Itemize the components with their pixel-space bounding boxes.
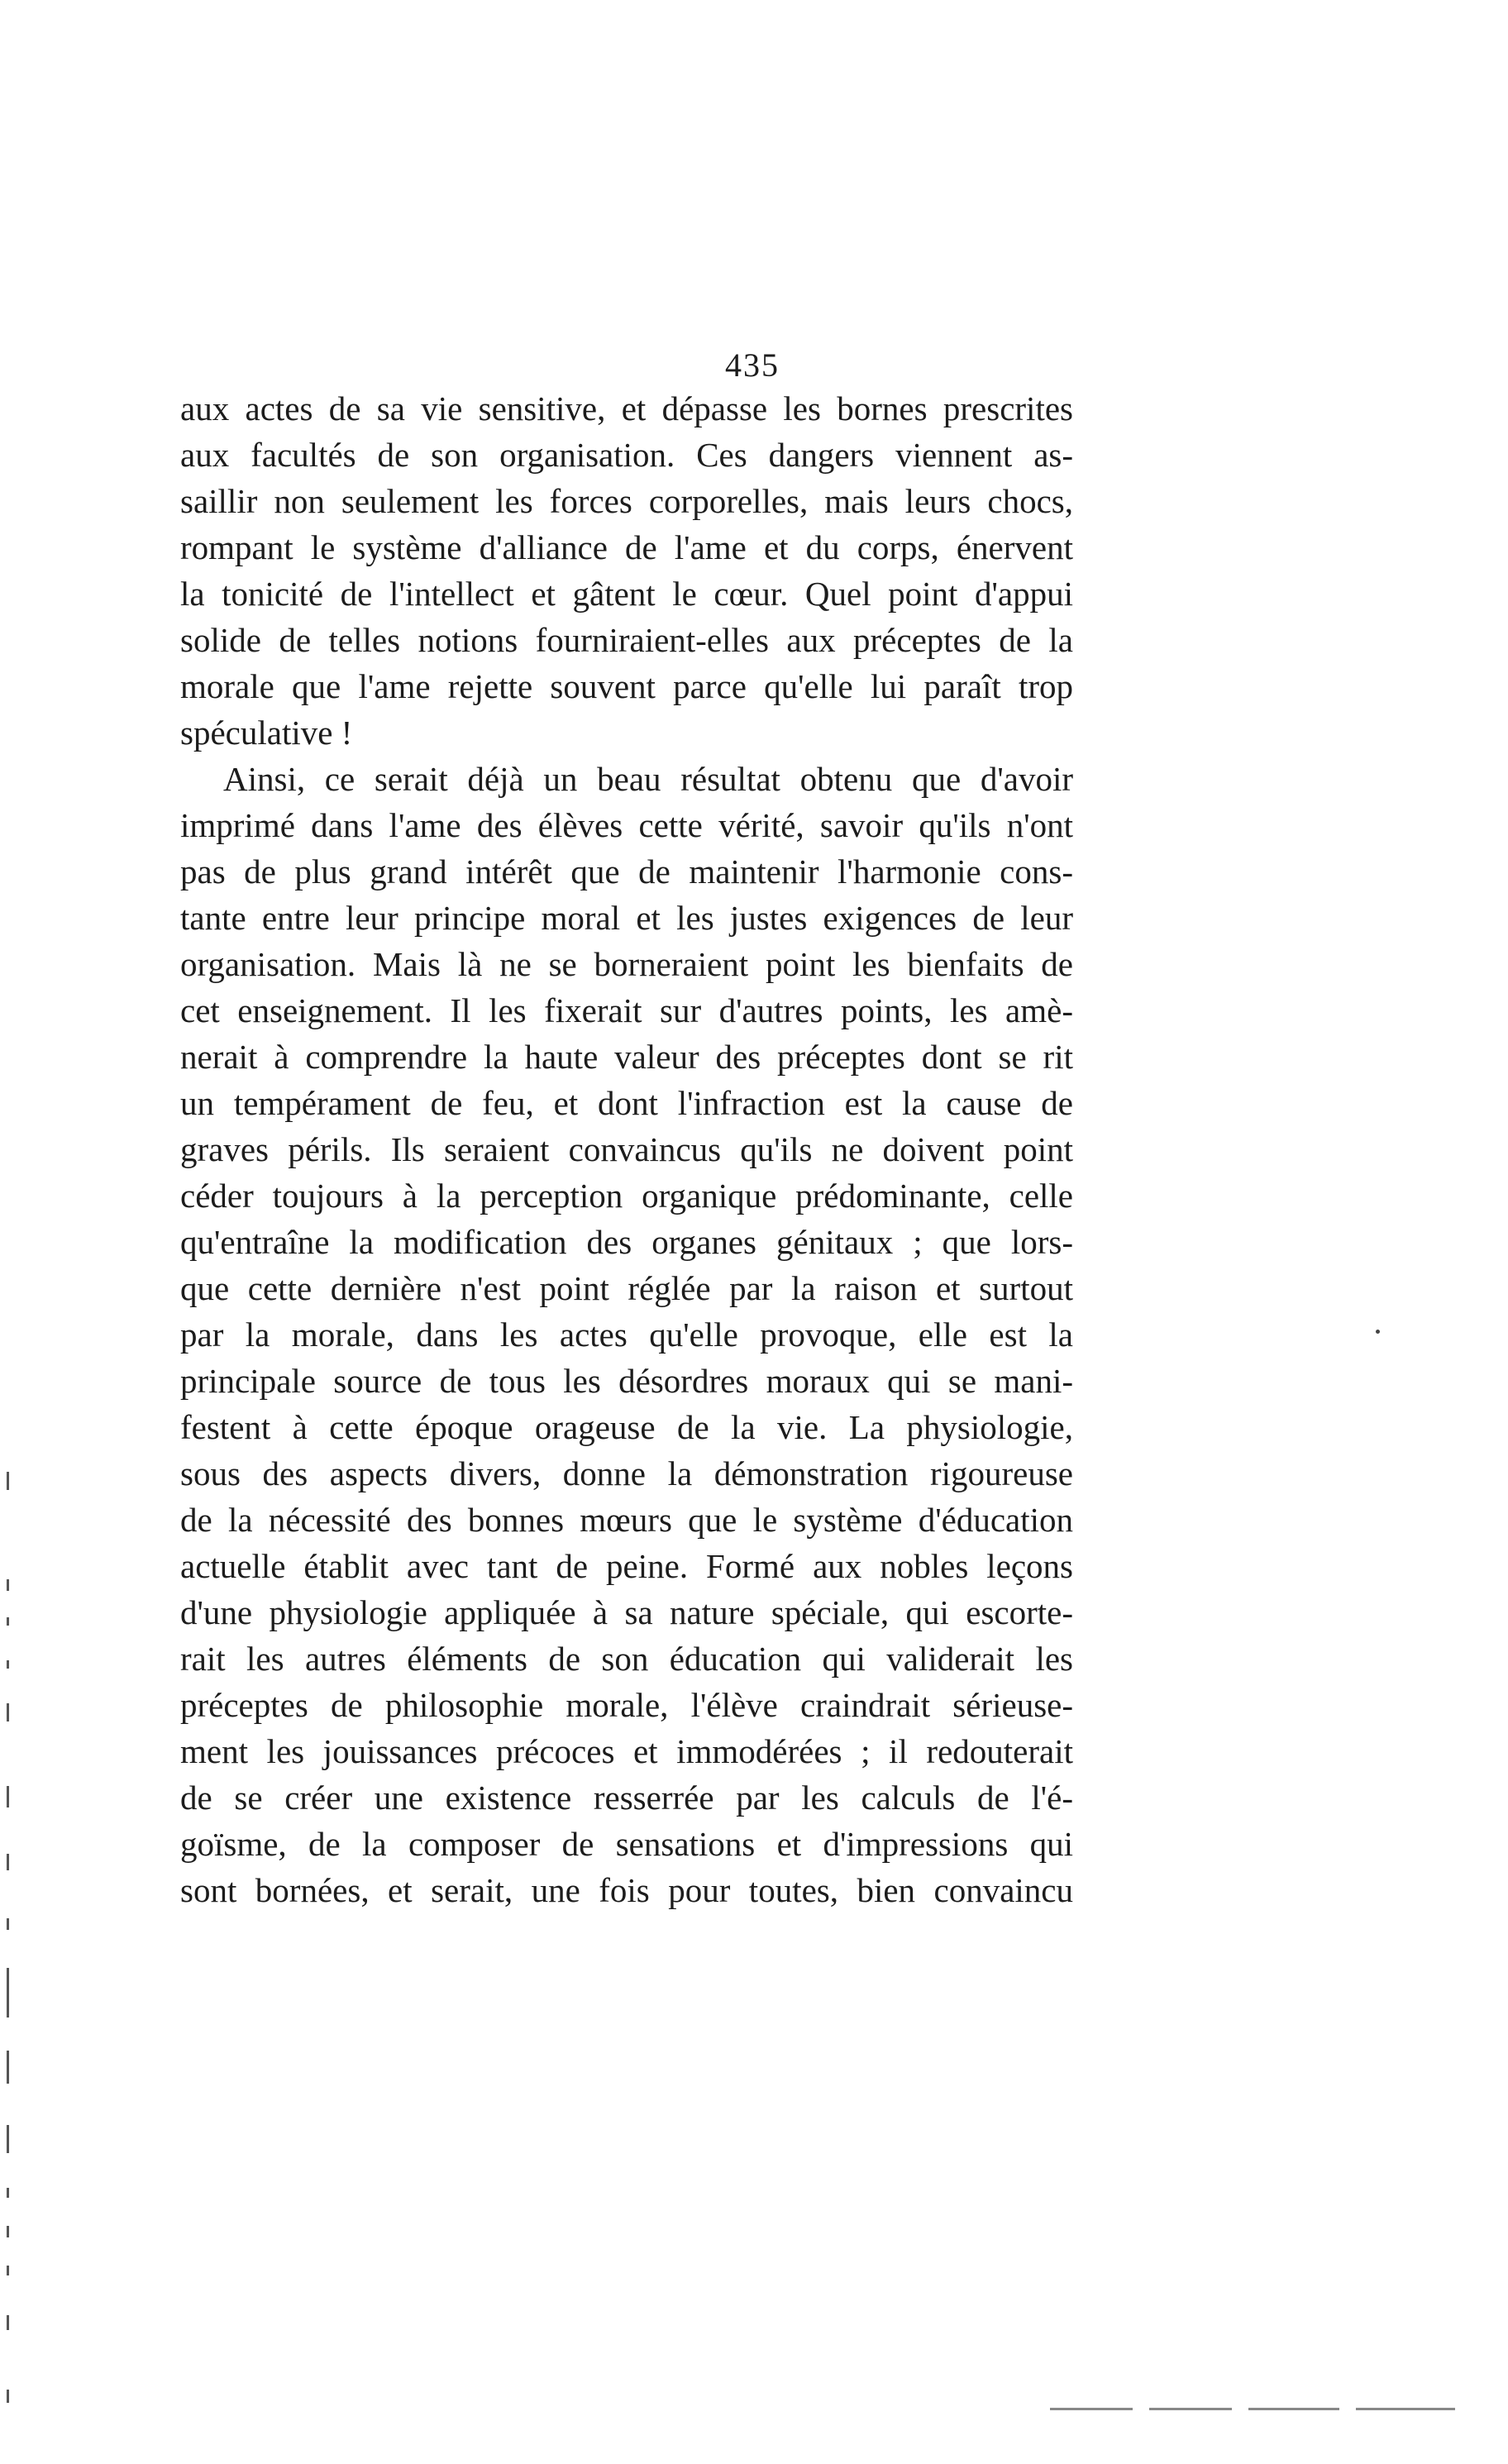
text-line: tante entre leur principe moral et les justes exigences de leur [180,899,1073,937]
text-line: principale source de tous les désordres moraux qui se mani- [180,1362,1073,1400]
edge-mark [7,2188,9,2198]
binding-edge-marks [7,1472,10,2464]
text-line: rompant le système d'alliance de l'ame et du corps, énervent [180,528,1073,566]
edge-mark [7,2125,9,2153]
footer-rule [1356,2408,1455,2410]
edge-mark [7,1918,9,1930]
text-line: sous des aspects divers, donne la démonstration rigoureuse [180,1454,1073,1492]
edge-mark [7,2390,9,2403]
edge-mark [7,2226,9,2237]
text-line: un tempérament de feu, et dont l'infraction est la cause de [180,1084,1073,1122]
text-line: pas de plus grand intérêt que de maintenir l'harmonie cons- [180,852,1073,891]
text-line: que cette dernière n'est point réglée par la raison et surtout [180,1269,1073,1307]
text-line: qu'entraîne la modification des organes génitaux ; que lors- [180,1223,1073,1261]
text-line: rait les autres éléments de son éducation qui validerait les [180,1640,1073,1678]
footer-rule [1050,2408,1133,2410]
edge-mark [7,2315,9,2330]
text-line: nerait à comprendre la haute valeur des préceptes dont se rit [180,1038,1073,1076]
text-line: ment les jouissances précoces et immodérées ; il redouterait [180,1732,1073,1770]
edge-mark [7,2266,9,2275]
edge-mark [7,1703,9,1721]
print-speck [1376,1330,1380,1334]
text-line: morale que l'ame rejette souvent parce qu'elle lui paraît trop [180,667,1073,705]
edge-mark [7,1968,9,2018]
text-line: par la morale, dans les actes qu'elle provoque, elle est la [180,1316,1073,1354]
edge-mark [7,2051,9,2084]
edge-mark [7,1786,9,1807]
text-line: de se créer une existence resserrée par les calculs de l'é- [180,1779,1073,1817]
text-line: de la nécessité des bonnes mœurs que le système d'éducation [180,1501,1073,1539]
text-line: solide de telles notions fourniraient-elles aux préceptes de la [180,621,1073,659]
text-line: aux actes de sa vie sensitive, et dépasse les bornes prescrites [180,389,1073,427]
text-line: imprimé dans l'ame des élèves cette vérité, savoir qu'ils n'ont [180,806,1073,844]
text-line: cet enseignement. Il les fixerait sur d'autres points, les amè- [180,991,1073,1029]
page-number: 435 [725,346,780,384]
text-line: aux facultés de son organisation. Ces dangers viennent as- [180,436,1073,474]
text-line: organisation. Mais là ne se borneraient point les bienfaits de [180,945,1073,983]
edge-mark [7,1579,9,1591]
edge-mark [7,1617,9,1626]
text-line: d'une physiologie appliquée à sa nature spéciale, qui escorte- [180,1593,1073,1631]
text-line: sont bornées, et serait, une fois pour toutes, bien convaincu [180,1871,1073,1909]
text-line: graves périls. Ils seraient convaincus qu'ils ne doivent point [180,1130,1073,1168]
body-text [180,385,1073,1913]
text-line: préceptes de philosophie morale, l'élève craindrait sérieuse- [180,1686,1073,1724]
text-line: Ainsi, ce serait déjà un beau résultat obtenu que d'avoir [223,760,1073,798]
edge-mark [7,1660,9,1669]
text-line: céder toujours à la perception organique prédominante, celle [180,1177,1073,1215]
text-line: festent à cette époque orageuse de la vie. La physiologie, [180,1408,1073,1446]
edge-mark [7,1472,9,1490]
text-line: actuelle établit avec tant de peine. Formé aux nobles leçons [180,1547,1073,1585]
text-line: spéculative ! [180,714,353,752]
edge-mark [7,1854,9,1870]
text-line: la tonicité de l'intellect et gâtent le cœur. Quel point d'appui [180,575,1073,613]
footer-rule [1248,2408,1339,2410]
footer-rule [1149,2408,1232,2410]
text-line: goïsme, de la composer de sensations et d'impressions qui [180,1825,1073,1863]
text-line: saillir non seulement les forces corporelles, mais leurs chocs, [180,482,1073,520]
